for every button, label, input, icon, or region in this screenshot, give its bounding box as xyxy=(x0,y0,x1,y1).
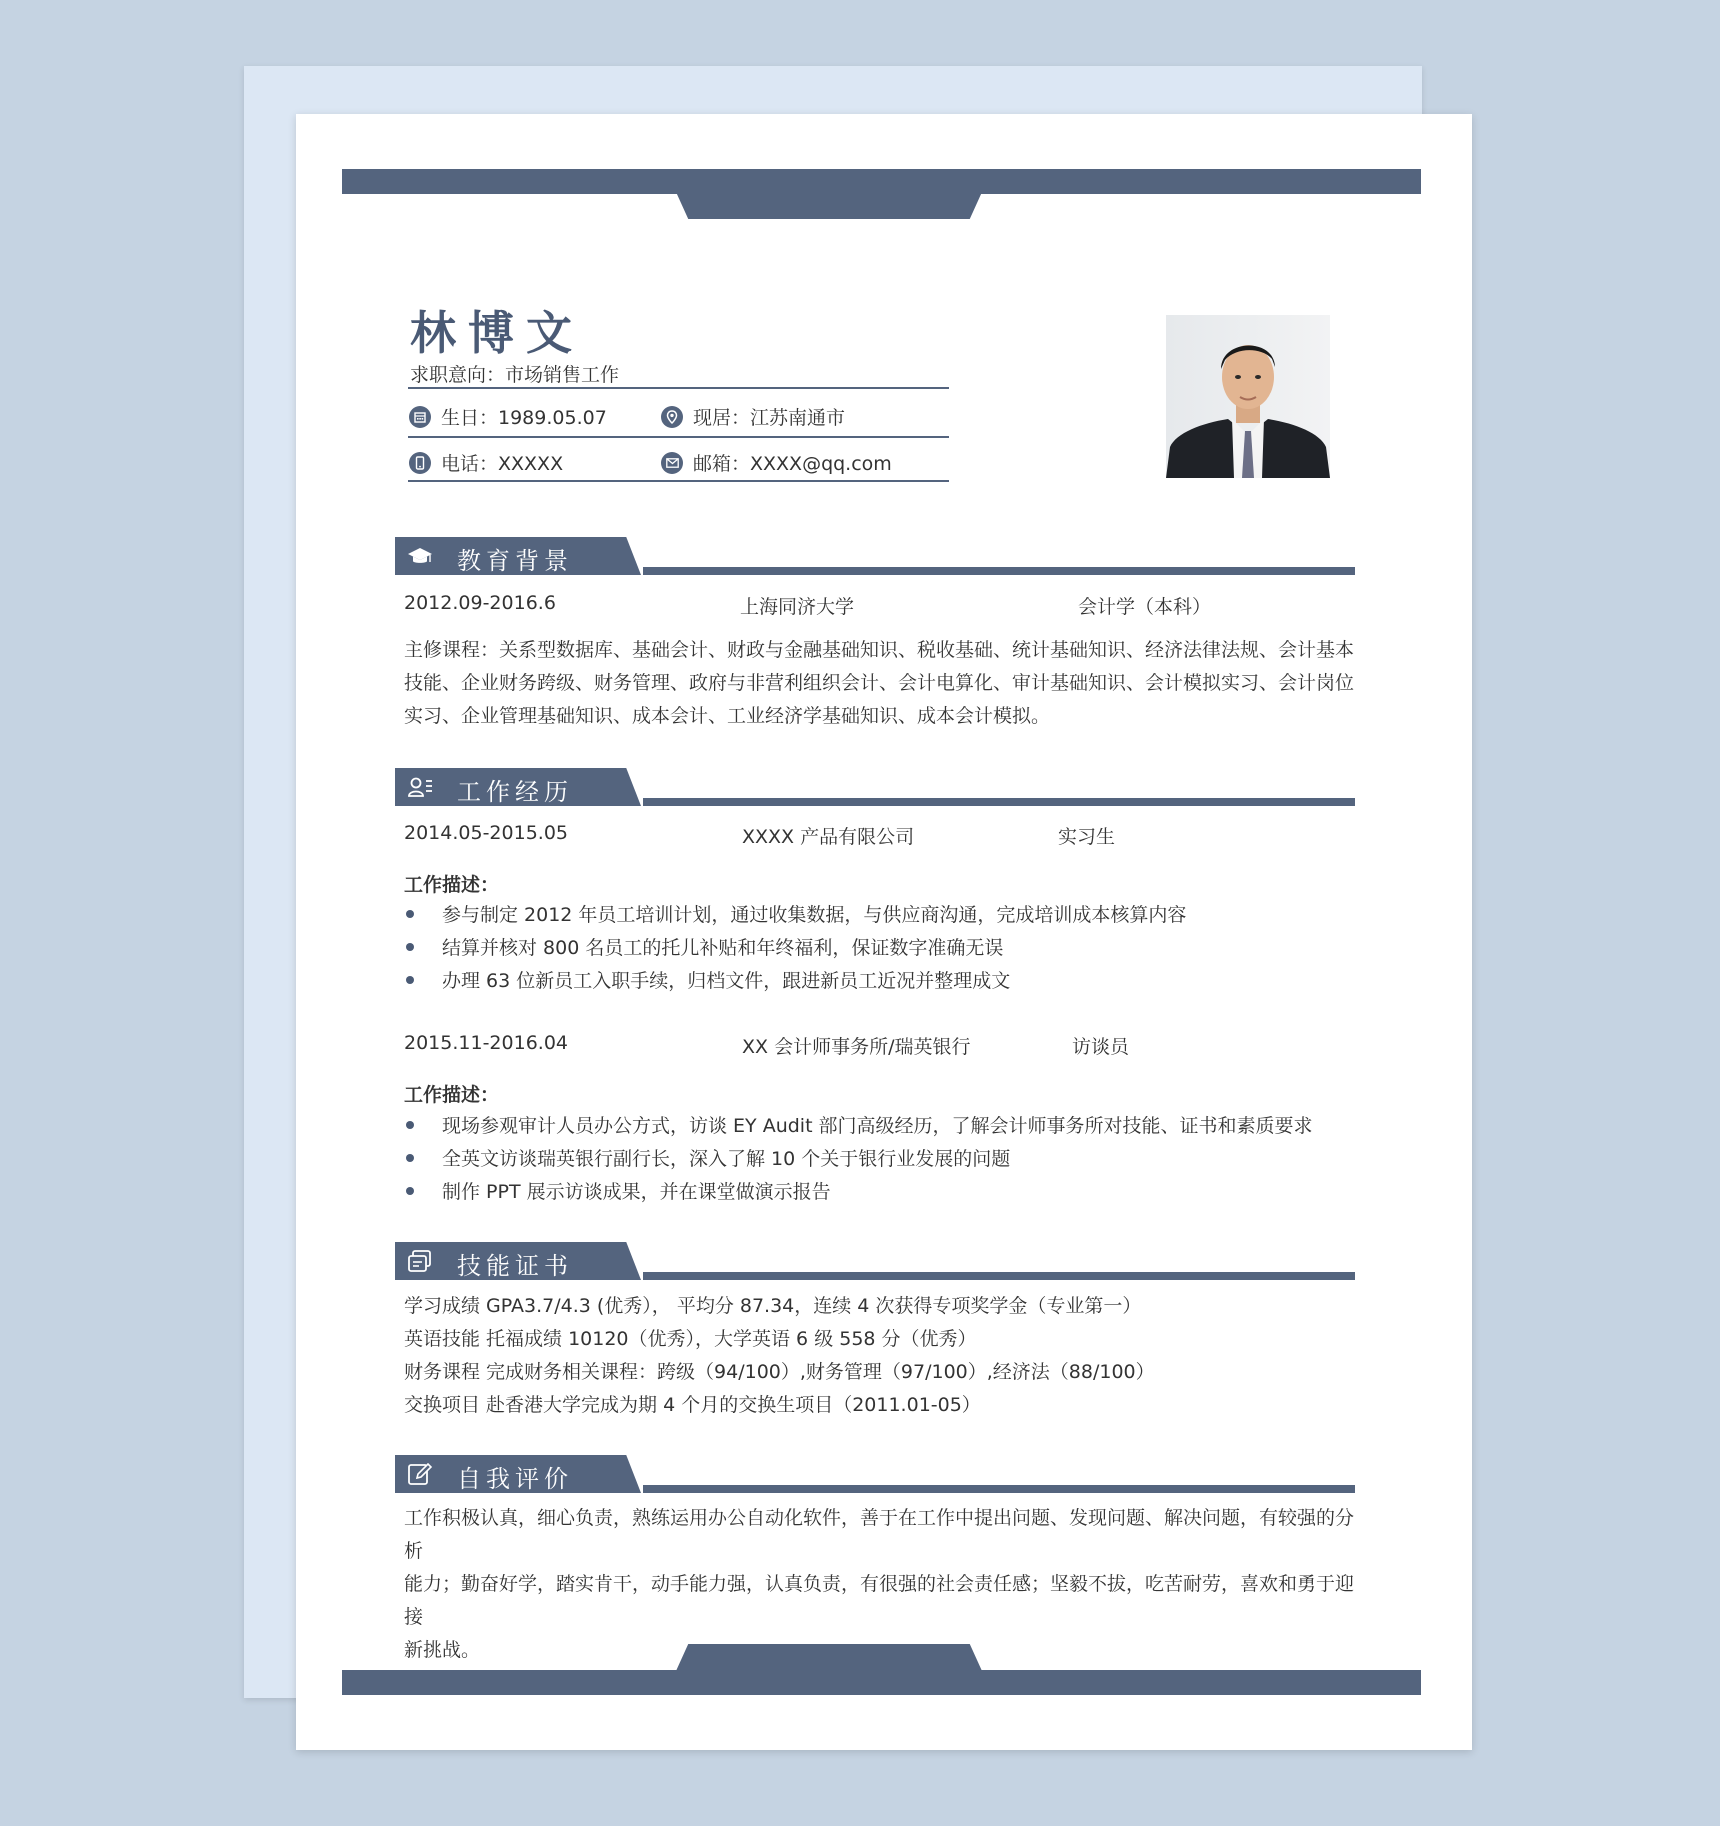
bullet-dot xyxy=(406,910,414,918)
top-band xyxy=(342,169,1421,194)
job-2-company: XX 会计师事务所/瑞英银行 xyxy=(742,1036,971,1058)
candidate-name: 林博文 xyxy=(410,306,584,360)
phone-icon xyxy=(409,452,431,474)
courses-line-1: 主修课程：关系型数据库、基础会计、财政与金融基础知识、税收基础、统计基础知识、经济法律法规、会计基本 xyxy=(404,639,1355,661)
education-major: 会计学（本科） xyxy=(1078,596,1212,618)
skills-header-line xyxy=(643,1272,1355,1280)
job-2-item-2: 全英文访谈瑞英银行副行长，深入了解 10 个关于银行业发展的问题 xyxy=(442,1148,1011,1170)
job-1-company: XXXX 产品有限公司 xyxy=(742,826,915,848)
bottom-band xyxy=(342,1670,1421,1695)
education-header xyxy=(395,537,1355,575)
work-title: 工作经历 xyxy=(457,778,573,806)
email-text: 邮箱：XXXX@qq.com xyxy=(693,453,892,475)
self-evaluation xyxy=(404,1502,1359,1667)
info-rule-2 xyxy=(408,480,949,482)
self-header xyxy=(395,1455,1355,1493)
self-title: 自我评价 xyxy=(457,1465,573,1493)
job-2-role: 访谈员 xyxy=(1072,1036,1130,1058)
job-1-date: 2014.05-2015.05 xyxy=(404,822,568,844)
edit-icon xyxy=(407,1462,433,1486)
self-header-line xyxy=(643,1485,1355,1493)
location-text: 现居：江苏南通市 xyxy=(693,407,846,429)
work-header xyxy=(395,768,1355,806)
mail-icon xyxy=(661,452,683,474)
birth-text: 生日：1989.05.07 xyxy=(441,407,607,429)
header-rule xyxy=(408,387,949,389)
calendar-icon xyxy=(409,406,431,428)
phone-info xyxy=(409,449,563,476)
bullet-dot xyxy=(406,1121,414,1129)
education-title: 教育背景 xyxy=(457,547,573,575)
education-courses xyxy=(404,634,1359,733)
skill-line-2: 英语技能 托福成绩 10120（优秀），大学英语 6 级 558 分（优秀） xyxy=(404,1328,977,1350)
skill-line-4: 交换项目 赴香港大学完成为期 4 个月的交换生项目（2011.01-05） xyxy=(404,1394,981,1416)
job-1-item-1: 参与制定 2012 年员工培训计划，通过收集数据，与供应商沟通，完成培训成本核算内容 xyxy=(442,904,1187,926)
top-tab xyxy=(676,192,982,219)
bullet-dot xyxy=(406,1187,414,1195)
resume-page xyxy=(296,114,1472,1750)
birth-info xyxy=(409,403,607,430)
skills-title: 技能证书 xyxy=(457,1252,573,1280)
graduation-cap-icon xyxy=(407,544,433,568)
job-1-role: 实习生 xyxy=(1058,826,1116,848)
bottom-tab xyxy=(676,1644,982,1671)
bullet-dot xyxy=(406,943,414,951)
skill-line-1: 学习成绩 GPA3.7/4.3 (优秀）， 平均分 87.34，连续 4 次获得专项奖学金（专业第一） xyxy=(404,1295,1142,1317)
bullet-dot xyxy=(406,1154,414,1162)
job-2-date: 2015.11-2016.04 xyxy=(404,1032,568,1054)
job-intent: 求职意向：市场销售工作 xyxy=(410,364,620,386)
self-line-1: 工作积极认真，细心负责，熟练运用办公自动化软件，善于在工作中提出问题、发现问题、解决问题，有较强的分析 xyxy=(404,1507,1355,1562)
courses-line-2: 技能、企业财务跨级、财务管理、政府与非营利组织会计、会计电算化、审计基础知识、会计模拟实习、会计岗位 xyxy=(404,672,1355,694)
job-1-desc-label: 工作描述： xyxy=(404,874,500,896)
courses-line-3: 实习、企业管理基础知识、成本会计、工业经济学基础知识、成本会计模拟。 xyxy=(404,705,1051,727)
education-date: 2012.09-2016.6 xyxy=(404,592,556,614)
bullet-dot xyxy=(406,976,414,984)
job-1-item-2: 结算并核对 800 名员工的托儿补贴和年终福利，保证数字准确无误 xyxy=(442,937,1004,959)
self-line-2: 能力；勤奋好学，踏实肯干，动手能力强，认真负责，有很强的社会责任感；坚毅不拔，吃苦耐劳，喜欢和勇于迎接 xyxy=(404,1573,1355,1628)
self-line-3: 新挑战。 xyxy=(404,1639,481,1661)
email-info xyxy=(661,449,892,476)
location-pin-icon xyxy=(661,406,683,428)
education-header-line xyxy=(643,567,1355,575)
phone-text: 电话：XXXXX xyxy=(441,453,564,475)
person-list-icon xyxy=(407,775,433,799)
skills-list xyxy=(404,1290,1359,1422)
work-header-line xyxy=(643,798,1355,806)
certificate-icon xyxy=(407,1249,433,1273)
job-2-item-3: 制作 PPT 展示访谈成果，并在课堂做演示报告 xyxy=(442,1181,831,1203)
skills-header xyxy=(395,1242,1355,1280)
skill-line-3: 财务课程 完成财务相关课程：跨级（94/100）,财务管理（97/100）,经济法（88/100） xyxy=(404,1361,1155,1383)
education-school: 上海同济大学 xyxy=(740,596,855,618)
profile-photo xyxy=(1166,315,1330,478)
job-2-item-1: 现场参观审计人员办公方式，访谈 EY Audit 部门高级经历，了解会计师事务所对技能、证书和素质要求 xyxy=(442,1115,1313,1137)
job-2-desc-label: 工作描述： xyxy=(404,1084,500,1106)
job-1-item-3: 办理 63 位新员工入职手续，归档文件，跟进新员工近况并整理成文 xyxy=(442,970,1011,992)
location-info xyxy=(661,403,845,430)
info-rule-1 xyxy=(408,436,949,438)
